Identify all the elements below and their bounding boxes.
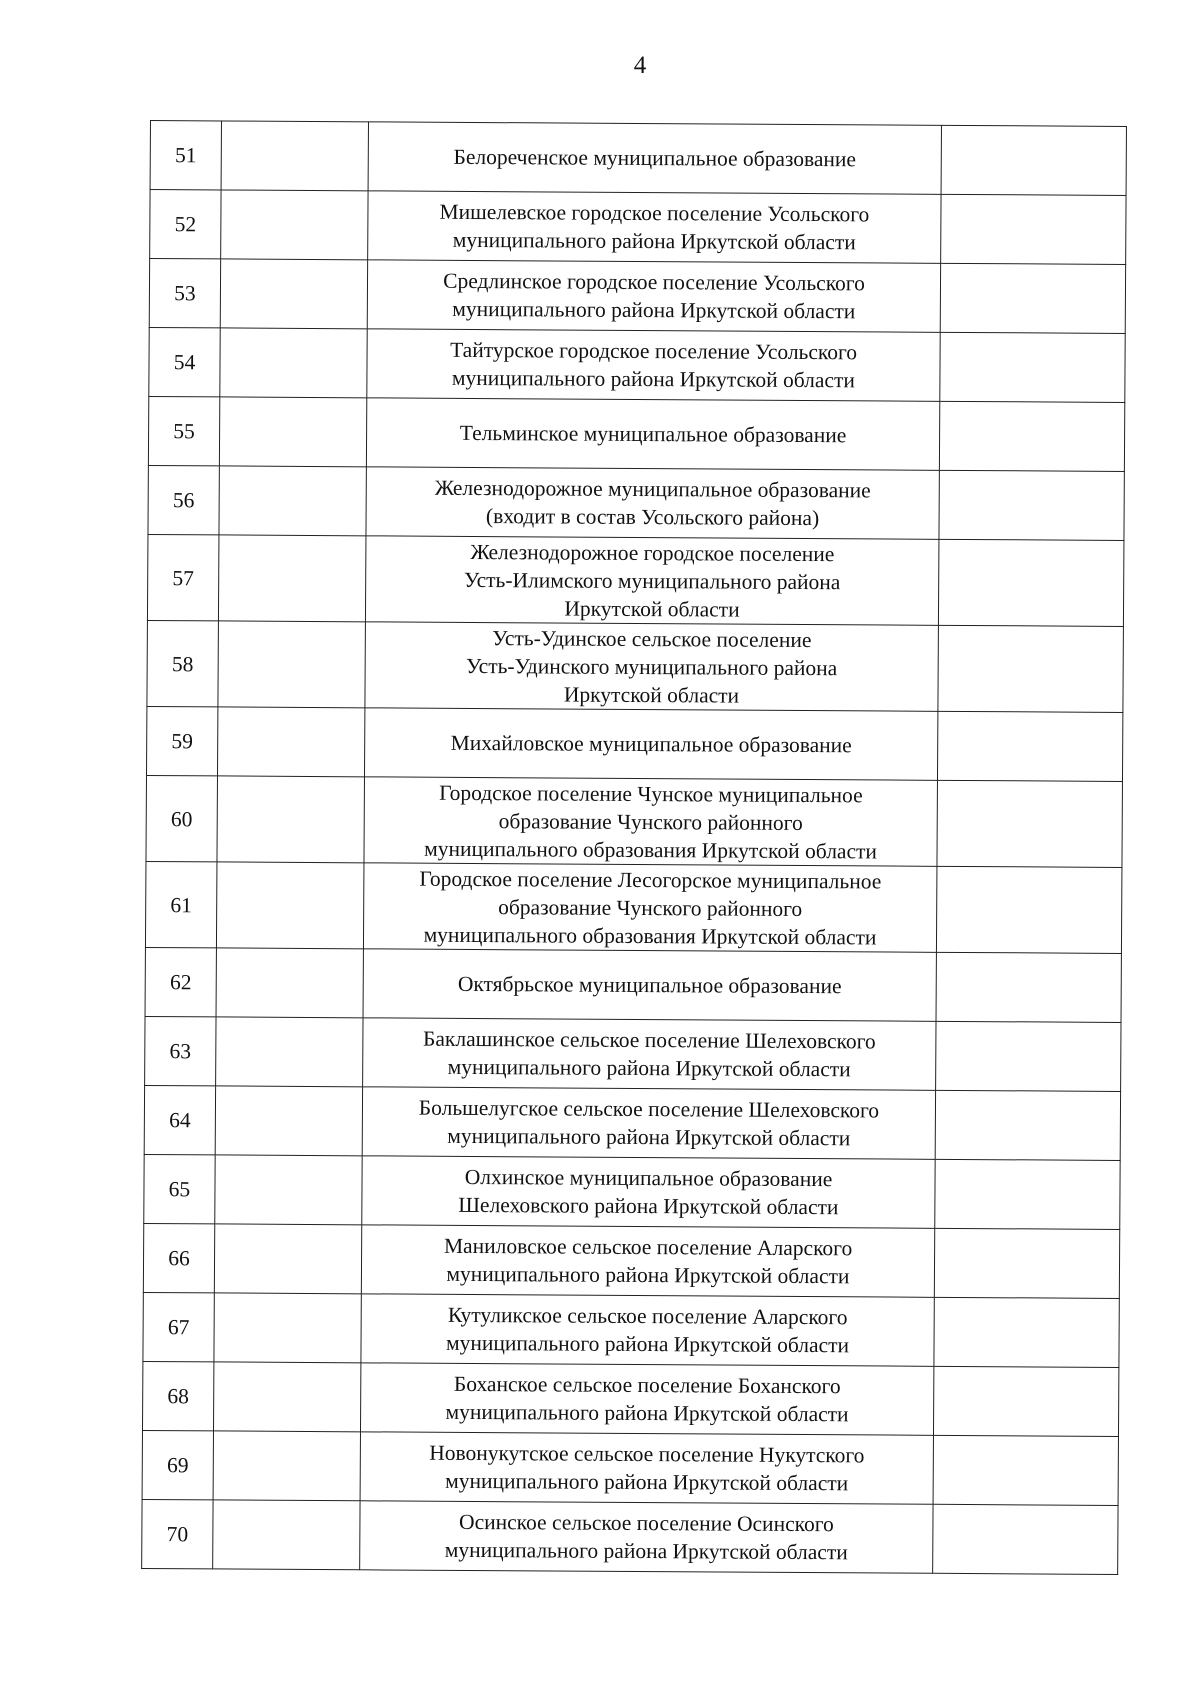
empty-cell [937,780,1123,867]
empty-cell [216,1017,363,1087]
table-row [143,1223,1119,1298]
table-row [142,1499,1118,1574]
empty-cell [213,1500,360,1570]
municipality-name-line: Белореченское муниципальное образование [453,144,857,172]
table-row [149,327,1125,402]
empty-cell [934,1297,1119,1367]
municipality-name-line: Иркутской области [564,596,740,622]
municipality-name [368,122,941,194]
municipality-name-line: Железнодорожное городское поселение [470,539,835,566]
empty-cell [933,1504,1118,1574]
municipality-name-line: Баклашинское сельское поселение Шелеховского [422,1026,876,1054]
row-number: 66 [143,1223,214,1292]
empty-cell [938,539,1124,626]
table-row [148,396,1124,471]
table-row [146,775,1123,867]
empty-cell [216,948,363,1018]
empty-cell [219,397,366,467]
empty-cell [941,194,1126,264]
empty-cell [936,1021,1121,1091]
row-number: 51 [150,121,221,190]
municipality-name-line: муниципального района Иркутской области [447,1054,851,1082]
row-number: 70 [142,1499,213,1568]
empty-cell [216,862,364,949]
municipalities-table [141,120,1127,1575]
empty-cell [939,401,1124,471]
municipality-name-line: Городское поселение Чунское муниципальное [439,780,863,807]
municipality-name [368,191,941,263]
empty-cell [936,866,1122,953]
empty-cell [213,1362,360,1432]
municipality-name [364,777,938,866]
table-row [143,1292,1119,1367]
row-number: 65 [144,1154,215,1223]
empty-cell [218,621,366,708]
municipality-name [366,398,939,470]
municipality-name-line: Усть-Илимского муниципального района [463,567,841,594]
empty-cell [214,1293,361,1363]
empty-cell [221,190,368,260]
row-number: 60 [146,775,218,861]
empty-cell [933,1435,1118,1505]
table-body [142,121,1127,1575]
empty-cell [218,535,366,622]
empty-cell [933,1366,1118,1436]
table-row [144,1085,1120,1160]
empty-cell [215,1086,362,1156]
municipality-name-line: Шелеховского района Иркутской области [458,1192,839,1220]
row-number: 52 [150,190,221,259]
row-number: 58 [147,620,219,706]
municipality-name-line: Тайтурское городское поселение Усольского [450,337,858,365]
table-row [150,190,1126,265]
empty-cell [935,1159,1120,1229]
municipality-name-line: Иркутской области [563,682,740,708]
municipality-name-line: Октябрьское муниципальное образование [457,971,842,999]
municipality-name-line: Городское поселение Лесогорское муниципальное [419,866,882,893]
municipality-name [361,1294,934,1366]
municipality-name [363,863,937,952]
row-number: 63 [145,1016,216,1085]
empty-cell [938,625,1124,712]
row-number: 56 [148,465,219,534]
municipality-name [366,467,939,539]
row-number: 69 [142,1430,213,1499]
municipality-name-line: Осинское сельское поселение Осинского [459,1509,834,1537]
municipality-name-line: (входит в состав Усольского района) [485,504,820,531]
municipality-name-line: Маниловское сельское поселение Аларского [443,1233,853,1261]
municipality-name [360,1363,933,1435]
municipality-name-line: Усть-Удинское сельское поселение [492,625,812,652]
empty-cell [213,1431,360,1501]
empty-cell [935,1090,1120,1160]
row-number: 68 [142,1361,213,1430]
municipality-name-line: муниципального района Иркутской области [447,1123,851,1151]
empty-cell [939,470,1124,540]
municipality-name [367,260,940,332]
municipality-name-line: Мишелевское городское поселение Усольского [439,199,870,227]
municipality-name [364,708,937,780]
municipality-name [360,1432,933,1504]
row-number: 55 [148,396,219,465]
empty-cell [220,259,367,329]
municipality-name-line: муниципального образования Иркутской области [423,922,877,949]
municipality-name-line: муниципального района Иркутской области [445,1330,850,1358]
empty-cell [940,332,1125,402]
municipality-name-line: образование Чунского районного [498,808,803,835]
empty-cell [941,125,1126,195]
table-row [142,1430,1118,1505]
municipality-name [365,622,939,711]
table-row [144,1154,1120,1229]
municipality-name [367,329,940,401]
municipality-name-line: Новонукутское сельское поселение Нукутского [429,1440,865,1468]
municipality-name-line: Тельминское муниципальное образование [459,420,847,448]
table-row [145,947,1121,1022]
municipality-name-line: муниципального района Иркутской области [445,1399,849,1427]
table-row [146,706,1122,781]
table-row [147,534,1124,626]
municipality-name [362,1156,935,1228]
table-row [145,1016,1121,1091]
empty-cell [220,328,367,398]
municipality-name [365,536,939,625]
municipality-name-line: Кутуликское сельское поселение Аларского [447,1302,848,1330]
row-number: 54 [149,327,220,396]
municipality-name-line: образование Чунского районного [498,894,803,921]
table-row [148,465,1124,540]
row-number: 57 [147,534,219,620]
row-number: 53 [149,259,220,328]
municipality-name-line: муниципального района Иркутской области [445,1468,849,1496]
row-number: 64 [144,1085,215,1154]
row-number: 67 [143,1292,214,1361]
page-number: 4 [633,52,647,79]
municipality-name [360,1501,933,1573]
empty-cell [214,1224,361,1294]
municipality-name-line: муниципального образования Иркутской области [424,836,878,863]
municipality-name [362,1087,935,1159]
municipality-name-line: муниципального района Иркутской области [446,1261,850,1289]
municipality-name-line: Боханское сельское поселение Боханского [453,1371,841,1399]
empty-cell [934,1228,1119,1298]
table-row [147,620,1124,712]
municipality-name-line: Усть-Удинского муниципального района [466,653,838,680]
table-row [149,259,1125,334]
empty-cell [936,952,1121,1022]
municipalities-table-wrapper [141,120,1112,1575]
empty-cell [221,121,368,191]
empty-cell [219,466,366,536]
table-row [142,1361,1118,1436]
municipality-name-line: Олхинское муниципальное образование [464,1164,833,1192]
empty-cell [217,707,364,777]
empty-cell [940,263,1125,333]
municipality-name-line: муниципального района Иркутской области [451,365,855,393]
empty-cell [217,776,365,863]
municipality-name-line: Железнодорожное муниципальное образование [434,475,871,503]
municipality-name-line: Большелугское сельское поселение Шелеховского [418,1095,880,1123]
municipality-name [361,1225,934,1297]
row-number: 61 [145,861,217,947]
municipality-name-line: Средлинское городское поселение Усольского [443,268,865,296]
row-number: 62 [145,947,216,1016]
municipality-name-line: муниципального района Иркутской области [452,296,856,324]
municipality-name-line: Михайловское муниципальное образование [450,730,852,758]
row-number: 59 [146,706,217,775]
table-row [145,861,1122,953]
municipality-name-line: муниципального района Иркутской области [444,1537,848,1565]
table-row [150,121,1126,196]
empty-cell [937,711,1122,781]
municipality-name [363,949,936,1021]
municipality-name [363,1018,936,1090]
municipality-name-line: муниципального района Иркутской области [452,227,856,255]
empty-cell [215,1155,362,1225]
